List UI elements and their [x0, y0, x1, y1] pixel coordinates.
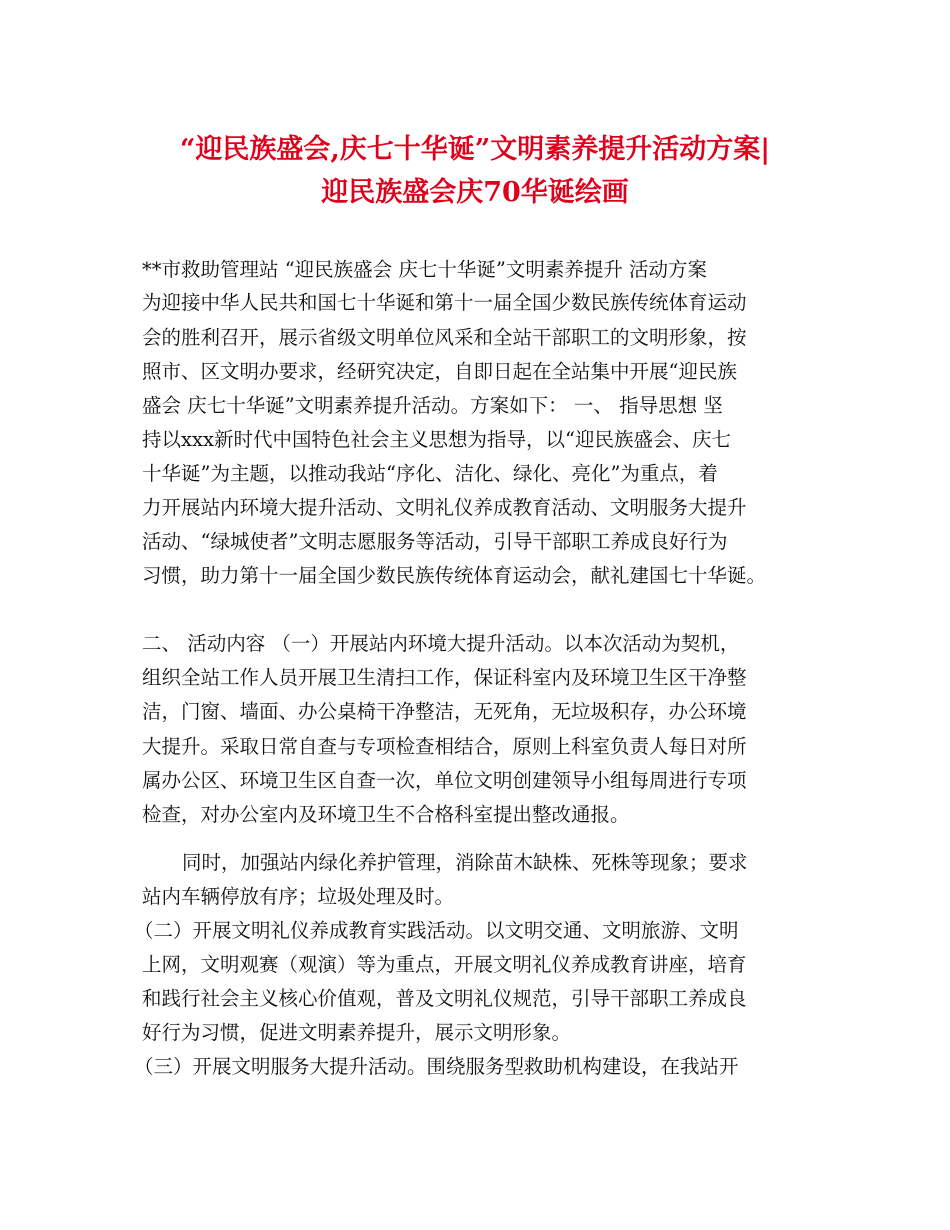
- body-line: 二、 活动内容 （一）开展站内环境大提升活动。以本次活动为契机，: [142, 632, 740, 655]
- body-line: （三）开展文明服务大提升活动。围绕服务型救助机构建设，在我站开: [134, 1055, 739, 1078]
- body-line: 为迎接中华人民共和国七十华诞和第十一届全国少数民族传统体育运动: [142, 291, 747, 314]
- body-line: 十华诞”为主题，以推动我站“序化、洁化、绿化、亮化”为重点，着: [142, 462, 718, 485]
- body-line: 会的胜利召开，展示省级文明单位风采和全站干部职工的文明形象，按: [142, 326, 747, 349]
- body-line: 大提升。采取日常自查与专项检查相结合，原则上科室负责人每日对所: [142, 735, 747, 758]
- body-line: 属办公区、环境卫生区自查一次，单位文明创建领导小组每周进行专项: [142, 769, 747, 792]
- body-line: 同时，加强站内绿化养护管理，消除苗木缺株、死株等现象；要求: [182, 851, 748, 874]
- body-line: 好行为习惯，促进文明素养提升，展示文明形象。: [142, 1021, 572, 1044]
- body-line: 洁，门窗、墙面、办公桌椅干净整洁，无死角，无垃圾积存，办公环境: [142, 700, 747, 723]
- body-line: 力开展站内环境大提升活动、文明礼仪养成教育活动、文明服务大提升: [142, 496, 747, 519]
- body-line: **市救助管理站 “迎民族盛会 庆七十华诞”文明素养提升 活动方案: [142, 258, 708, 281]
- body-line: 习惯，助力第十一届全国少数民族传统体育运动会，献礼建国七十华诞。: [142, 564, 767, 587]
- body-line: 和践行社会主义核心价值观，普及文明礼仪规范，引导干部职工养成良: [142, 987, 747, 1010]
- document-title-line-2: 迎民族盛会庆70华诞绘画: [321, 177, 629, 208]
- body-line: 上网，文明观赛（观演）等为重点，开展文明礼仪养成教育讲座，培育: [142, 953, 747, 976]
- body-line: 活动、“绿城使者”文明志愿服务等活动，引导干部职工养成良好行为: [142, 530, 728, 553]
- document-title-line-1: “迎民族盛会,庆七十华诞”文明素养提升活动方案|: [179, 134, 771, 165]
- body-line: 照市、区文明办要求，经研究决定，自即日起在全站集中开展“迎民族: [142, 360, 737, 383]
- body-line: 盛会 庆七十华诞”文明素养提升活动。方案如下： 一、 指导思想 坚: [142, 394, 723, 417]
- body-line: 站内车辆停放有序；垃圾处理及时。: [142, 885, 455, 908]
- body-line: 持以xxx新时代中国特色社会主义思想为指导，以“迎民族盛会、庆七: [142, 428, 731, 451]
- body-line: 检查，对办公室内及环境卫生不合格科室提出整改通报。: [142, 803, 630, 826]
- body-line: 组织全站工作人员开展卫生清扫工作，保证科室内及环境卫生区干净整: [142, 666, 747, 689]
- body-line: （二）开展文明礼仪养成教育实践活动。以文明交通、文明旅游、文明: [134, 919, 739, 942]
